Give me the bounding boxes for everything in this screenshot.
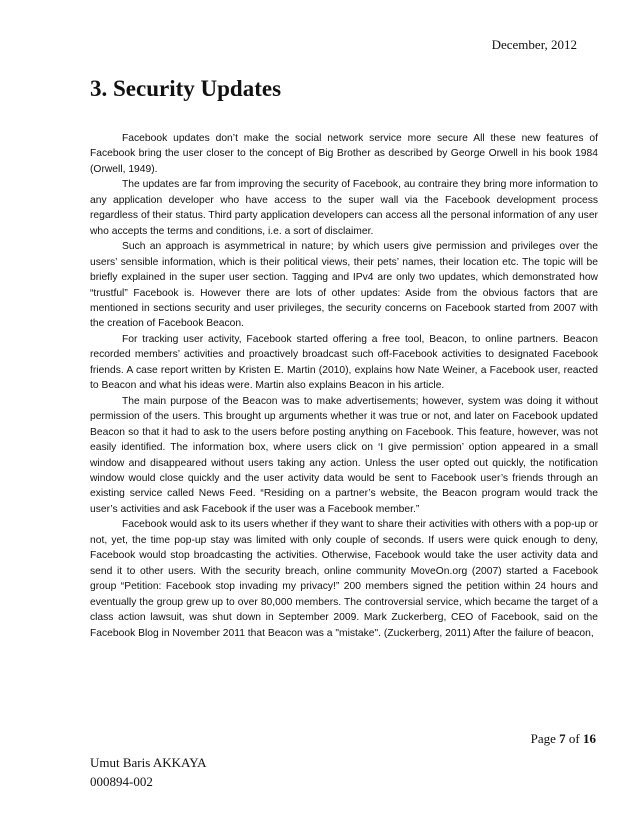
body-text — [90, 131, 598, 641]
page-number — [531, 731, 596, 747]
paragraph: The updates are far from improving the security of Facebook, au contraire they bring more information to any application developer who have access to the super wall via the Facebook development process regardless of their status. Third party application developers can access all the personal information of any user who accepts the terms and conditions, i.e. a sort of disclaimer. — [90, 179, 598, 237]
footer — [90, 753, 207, 791]
paragraph: Such an approach is asymmetrical in nature; by which users give permission and privileges over the users’ sensible information, which is their political views, their pets’ names, their location etc. The topic will be briefly explained in the super user section. Tagging and IPv4 are only two updates, which demonstrated how “trustful” Facebook is. However there are lots of other updates: Aside from the obvious factors that are mentioned in sections security and user privileges, the security concerns on Facebook started from 2007 with the creation of Facebook Beacon. — [90, 241, 598, 330]
paragraph: Facebook updates don’t make the social network service more secure All these new features of Facebook bring the user closer to the concept of Big Brother as described by George Orwell in his book 1984 (Orwell, 1949). — [90, 133, 598, 175]
paragraph: The main purpose of the Beacon was to make advertisements; however, system was doing it without permission of the users. This brought up arguments whether it was true or not, and later on Facebook updated Beacon so that it had to ask to the users before posting anything on Facebook. This feature, however, was not easily identified. The information box, where users click on ‘I give permission’ option appeared in a small window and disappeared without users taking any action. Unless the user opted out quickly, the notification window would close quickly and the user activity data would be sent to Facebook user’s friends through an existing service called News Feed. “Residing on a partner’s website, the Beacon program would track the user’s activities and ask Facebook if the user was a Facebook member.” — [90, 395, 598, 515]
page-of: of — [568, 731, 580, 746]
paragraph: For tracking user activity, Facebook started offering a free tool, Beacon, to online partners. Beacon recorded members’ activities and proactively broadcast such off-Facebook activities to designated Facebook friends. A case report written by Kristen E. Martin (2010), explains how Nate Weiner, a Facebook user, reacted to Beacon and what his ideas were. Martin also explains Beacon in his article. — [90, 333, 598, 392]
footer-student-id: 000894-002 — [90, 774, 153, 789]
header-date: December, 2012 — [491, 37, 577, 52]
footer-author: Umut Baris AKKAYA — [90, 755, 207, 770]
page-total: 16 — [583, 731, 596, 746]
page-current: 7 — [559, 731, 566, 746]
section-title: 3. Security Updates — [90, 76, 282, 101]
paragraph: Facebook would ask to its users whether if they want to share their activities with others with a pop-up or not, yet, the time pop-up stay was limited with only couple of seconds. If users were quick enough to deny, Facebook would stop broadcasting the activities. Otherwise, Facebook would take the user activity data and send it to other users. With the security breach, online community MoveOn.org (2007) started a Facebook group “Petition: Facebook stop invading my privacy!” 200 members signed the petition within 24 hours and eventually the group grew up to over 80,000 members. The controversial service, which became the target of a class action lawsuit, was shut down in September 2009. Mark Zuckerberg, CEO of Facebook, said on the Facebook Blog in November 2011 that Beacon was a "mistake". (Zuckerberg, 2011) After the failure of beacon, — [90, 519, 598, 639]
page-label: Page — [530, 731, 556, 746]
